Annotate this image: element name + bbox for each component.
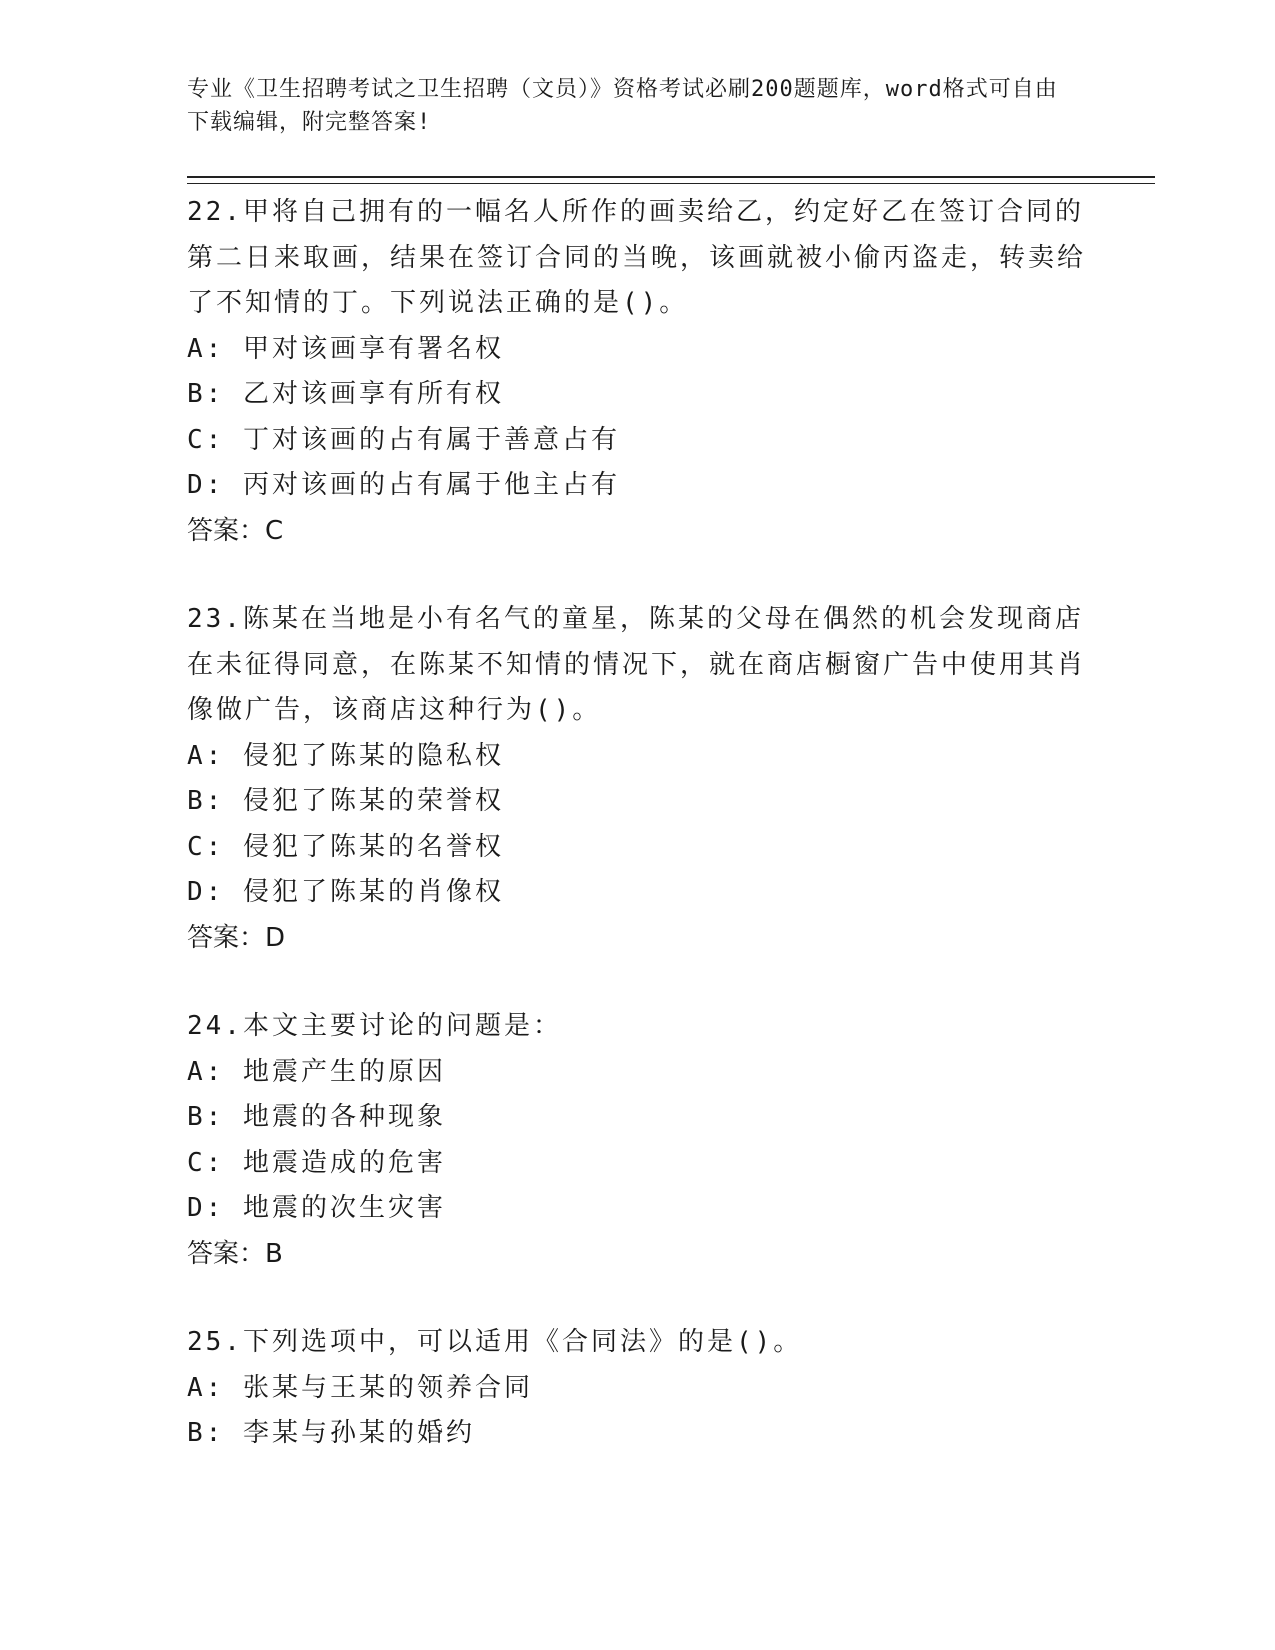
option-b: B: 李某与孙某的婚约 xyxy=(187,1418,475,1448)
answer: 答案：C xyxy=(187,515,284,546)
question-list xyxy=(187,190,1087,1500)
document-header: 专业《卫生招聘考试之卫生招聘（文员）》资格考试必刷200题题库，word格式可自由下载编辑，附完整答案! xyxy=(187,77,1058,135)
option-a: A: 甲对该画享有署名权 xyxy=(187,333,504,364)
answer: 答案：B xyxy=(187,1238,283,1269)
option-b: B: 乙对该画享有所有权 xyxy=(187,379,504,409)
question-23 xyxy=(187,597,1087,961)
option-c: C: 丁对该画的占有属于善意占有 xyxy=(187,424,620,455)
option-a: A: 张某与王某的领养合同 xyxy=(187,1372,533,1403)
answer: 答案：D xyxy=(187,922,286,953)
option-c: C: 侵犯了陈某的名誉权 xyxy=(187,831,504,862)
option-a: A: 侵犯了陈某的隐私权 xyxy=(187,740,504,771)
question-stem: 24.本文主要讨论的问题是： xyxy=(187,1011,562,1041)
option-a: A: 地震产生的原因 xyxy=(187,1056,446,1087)
question-24 xyxy=(187,1004,1087,1277)
option-d: D: 丙对该画的占有属于他主占有 xyxy=(187,470,620,500)
option-b: B: 侵犯了陈某的荣誉权 xyxy=(187,786,504,816)
option-d: D: 地震的次生灾害 xyxy=(187,1193,446,1223)
question-stem: 25.下列选项中，可以适用《合同法》的是()。 xyxy=(187,1327,803,1357)
option-c: C: 地震造成的危害 xyxy=(187,1147,446,1178)
question-25 xyxy=(187,1320,1087,1457)
question-22 xyxy=(187,190,1087,554)
header-divider xyxy=(187,176,1155,184)
option-d: D: 侵犯了陈某的肖像权 xyxy=(187,877,504,907)
question-stem: 23.陈某在当地是小有名气的童星，陈某的父母在偶然的机会发现商店在未征得同意，在陈某不知情的情况下，就在商店橱窗广告中使用其肖像做广告，该商店这种行为()。 xyxy=(187,604,1087,725)
option-b: B: 地震的各种现象 xyxy=(187,1102,446,1132)
question-stem: 22.甲将自己拥有的一幅名人所作的画卖给乙，约定好乙在签订合同的第二日来取画，结果在签订合同的当晚，该画就被小偷丙盗走，转卖给了不知情的丁。下列说法正确的是()。 xyxy=(187,197,1087,318)
